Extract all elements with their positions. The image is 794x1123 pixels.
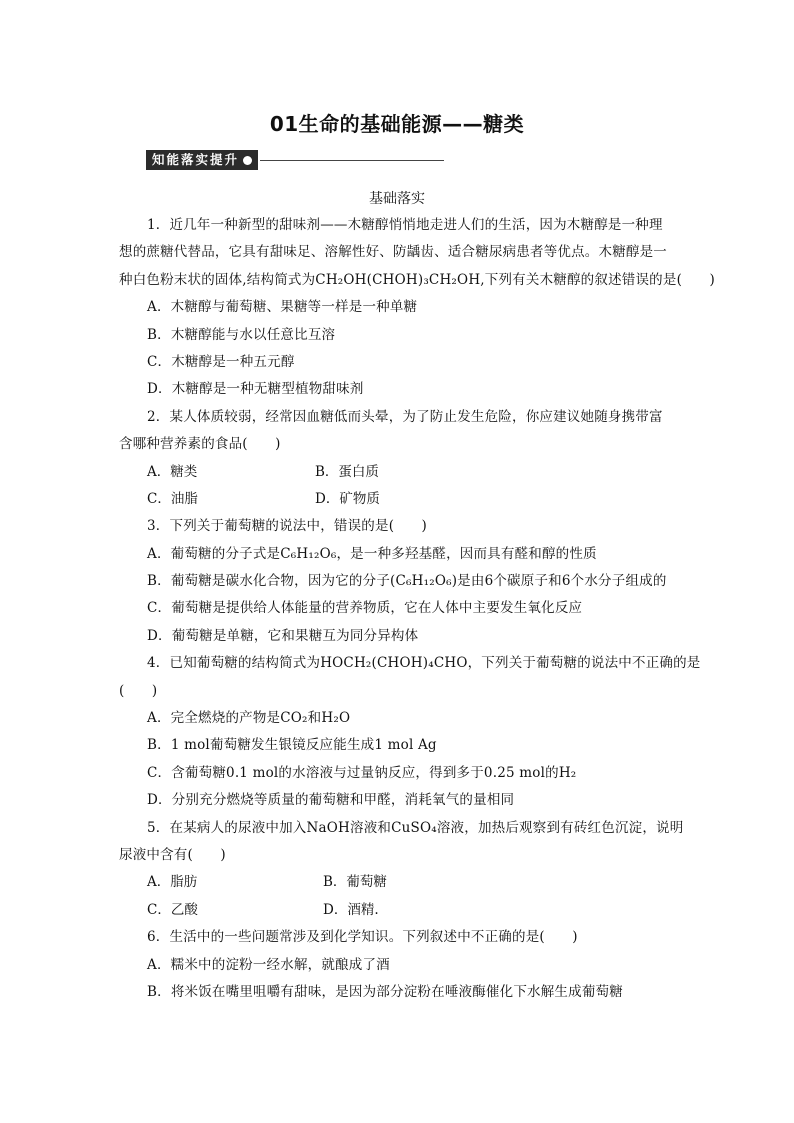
question-2-options-row-1	[119, 459, 679, 486]
question-4-line-1: 4．已知葡萄糖的结构简式为HOCH₂(CHOH)₄CHO，下列关于葡萄糖的说法中不正确的是	[147, 655, 701, 672]
question-5-options-row-1	[119, 869, 679, 896]
question-2-line-1: 2．某人体质较弱，经常因血糖低而头晕，为了防止发生危险，你应建议她随身携带富	[147, 408, 663, 425]
question-5-option-a: A．脂肪	[147, 874, 198, 891]
question-6-line-1: 6．生活中的一些问题常涉及到化学知识。下列叙述中不正确的是( )	[147, 929, 578, 946]
question-1-line-2: 想的蔗糖代替品，它具有甜味足、溶解性好、防龋齿、适合糖尿病患者等优点。木糖醇是一	[119, 244, 667, 261]
question-1-line-3: 种白色粉末状的固体,结构简式为CH₂OH(CHOH)₃CH₂OH,下列有关木糖醇的叙述错误的是( )	[119, 271, 715, 288]
question-6-option-a: A．糯米中的淀粉一经水解，就酿成了酒	[147, 956, 390, 973]
question-5-line-1: 5．在某病人的尿液中加入NaOH溶液和CuSO₄溶液，加热后观察到有砖红色沉淀，说明	[147, 819, 684, 836]
page-title: 01生命的基础能源——糖类	[269, 112, 525, 136]
question-6-option-b: B．将米饭在嘴里咀嚼有甜味，是因为部分淀粉在唾液酶催化下水解生成葡萄糖	[147, 983, 623, 1000]
question-2-option-c: C．油脂	[147, 490, 198, 507]
question-2-option-b: B．蛋白质	[315, 463, 379, 480]
question-3-option-d: D．葡萄糖是单糖，它和果糖互为同分异构体	[147, 627, 419, 644]
question-5-option-b: B．葡萄糖	[323, 874, 387, 891]
question-4-option-a: A．完全燃烧的产物是CO₂和H₂O	[147, 710, 351, 727]
question-2-option-d: D．矿物质	[315, 490, 380, 507]
question-5-option-d: D．酒精.	[323, 901, 379, 918]
question-2-option-a: A．糖类	[147, 463, 198, 480]
question-5-options-row-2	[119, 897, 679, 924]
question-2-line-2: 含哪种营养素的食品( )	[119, 436, 281, 453]
banner-label: 知能落实提升	[152, 152, 240, 167]
question-4-option-c: C．含葡萄糖0.1 mol的水溶液与过量钠反应，得到多于0.25 mol的H₂	[147, 764, 577, 781]
banner-box	[146, 150, 258, 170]
question-5-option-c: C．乙酸	[147, 901, 198, 918]
question-list	[119, 212, 715, 1006]
question-4-line-2: ( )	[119, 682, 158, 699]
question-1-option-b: B．木糖醇能与水以任意比互溶	[147, 326, 336, 343]
question-4-option-d: D．分别充分燃烧等质量的葡萄糖和甲醛，消耗氧气的量相同	[147, 792, 515, 809]
question-3-option-c: C．葡萄糖是提供给人体能量的营养物质，它在人体中主要发生氧化反应	[147, 600, 583, 617]
question-2-options-row-2	[119, 486, 679, 513]
question-3-line-1: 3．下列关于葡萄糖的说法中，错误的是( )	[147, 518, 428, 535]
question-3-option-b: B．葡萄糖是碳水化合物，因为它的分子(C₆H₁₂O₆)是由6个碳原子和6个水分子组成的	[147, 573, 667, 590]
question-1-line-1: 1．近几年一种新型的甜味剂——木糖醇悄悄地走进人们的生活，因为木糖醇是一种理	[147, 217, 663, 233]
question-1-option-d: D．木糖醇是一种无糖型植物甜味剂	[147, 381, 364, 398]
question-4-option-b: B．1 mol葡萄糖发生银镜反应能生成1 mol Ag	[147, 737, 437, 754]
question-3-option-a: A．葡萄糖的分子式是C₆H₁₂O₆，是一种多羟基醛，因而具有醛和醇的性质	[147, 545, 597, 562]
section-banner	[146, 150, 444, 170]
question-1-option-c: C．木糖醇是一种五元醇	[147, 353, 295, 370]
section-heading: 基础落实	[369, 191, 425, 207]
question-5-line-2: 尿液中含有( )	[119, 846, 226, 863]
banner-rule	[260, 160, 444, 161]
bullet-icon	[243, 156, 252, 165]
question-1-option-a: A．木糖醇与葡萄糖、果糖等一样是一种单糖	[147, 299, 418, 316]
